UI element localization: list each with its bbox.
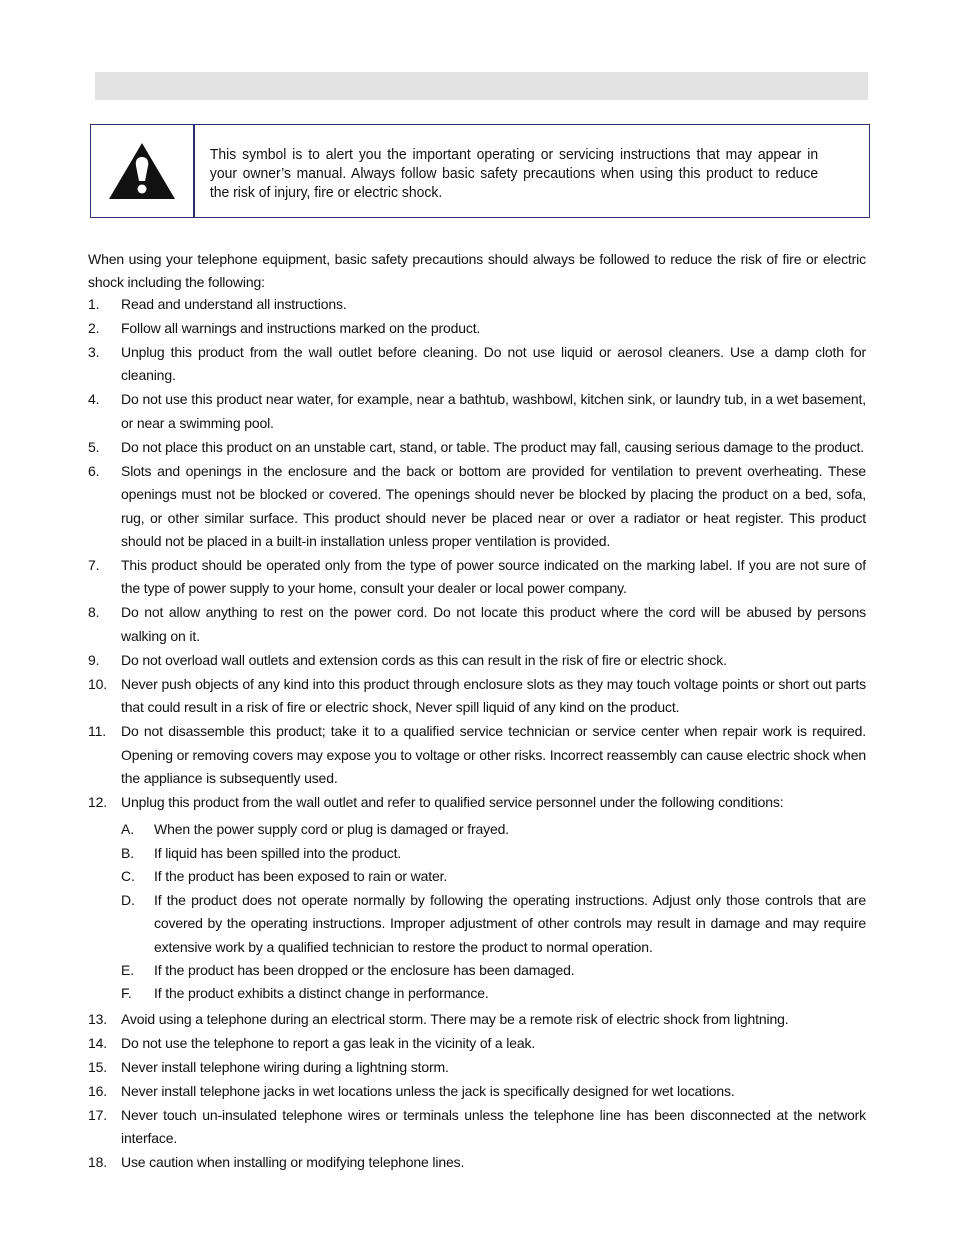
sub-item-letter: F. <box>121 985 132 1002</box>
sub-list-item <box>121 959 866 982</box>
list-item <box>88 317 866 340</box>
item-number: 1. <box>88 296 100 312</box>
item-text: Never install telephone wiring during a lightning storm. <box>121 1058 449 1075</box>
item-number: 13. <box>88 1010 108 1027</box>
item-text: Read and understand all instructions. <box>121 296 347 312</box>
item-number: 15. <box>88 1058 108 1075</box>
sub-item-text: When the power supply cord or plug is damaged or frayed. <box>154 821 510 838</box>
item-text: Unplug this product from the wall outlet before cleaning. Do not use liquid or aerosol cleaners. Use a damp cloth for cleaning. <box>121 344 866 384</box>
list-item <box>88 1151 866 1174</box>
item-number: 10. <box>88 675 108 692</box>
conditions-sublist <box>121 818 866 1005</box>
list-item <box>88 1080 866 1103</box>
item-number: 14. <box>88 1034 108 1051</box>
item-text: Do not allow anything to rest on the power cord. Do not locate this product where the cord will be abused by persons walking on it. <box>121 604 866 644</box>
sub-item-letter: E. <box>121 961 134 978</box>
item-number: 18. <box>88 1154 108 1171</box>
item-number: 2. <box>88 320 100 336</box>
sub-item-letter: C. <box>121 868 135 885</box>
list-item <box>88 1056 866 1079</box>
item-text: Use caution when installing or modifying telephone lines. <box>121 1154 465 1171</box>
warning-notice-box <box>90 124 870 218</box>
list-item <box>88 460 866 554</box>
sub-item-letter: B. <box>121 844 134 861</box>
item-text: Unplug this product from the wall outlet and refer to qualified service personnel under the following conditions: <box>121 794 784 811</box>
item-text: Do not overload wall outlets and extension cords as this can result in the risk of fire or electric shock. <box>121 651 727 668</box>
section-header-bar <box>95 72 868 100</box>
item-text: Follow all warnings and instructions marked on the product. <box>121 320 481 336</box>
sub-list-item <box>121 982 866 1005</box>
list-item <box>88 1104 866 1151</box>
list-item <box>88 1008 866 1031</box>
sub-list-item <box>121 865 866 888</box>
item-number: 6. <box>88 462 100 479</box>
warning-notice-text: This symbol is to alert you the important operating or servicing instructions that may appear in your owner’s manual. Always follow basic safety precautions when using this product to reduce the risk of injury, fire or electric shock. <box>209 146 819 201</box>
item-text: This product should be operated only from the type of power source indicated on the marking label. If you are not sure of the type of power supply to your home, consult your dealer or local power company. <box>121 557 866 597</box>
item-number: 17. <box>88 1106 108 1123</box>
item-number: 12. <box>88 794 108 811</box>
sub-list-item <box>121 818 866 841</box>
sub-item-letter: D. <box>121 891 135 908</box>
item-text: Do not place this product on an unstable cart, stand, or table. The product may fall, causing serious damage to the product. <box>121 438 865 455</box>
sub-item-letter: A. <box>121 821 134 838</box>
sub-item-text: If the product has been dropped or the enclosure has been damaged. <box>154 961 575 978</box>
item-text: Do not disassemble this product; take it to a qualified service technician or service center when repair work is required. Opening or removing covers may expose you to voltage or other risks. Incorrect reassembly can cause electric shock when the appliance is subsequently used. <box>121 723 866 787</box>
item-number: 16. <box>88 1082 108 1099</box>
item-text: Never touch un-insulated telephone wires or terminals unless the telephone line has been disconnected at the network interface. <box>121 1106 866 1147</box>
item-text: Do not use the telephone to report a gas leak in the vicinity of a leak. <box>121 1034 536 1051</box>
list-item <box>88 388 866 435</box>
warning-icon-cell <box>91 125 195 217</box>
list-item <box>88 1032 866 1055</box>
item-text: Do not use this product near water, for example, near a bathtub, washbowl, kitchen sink, or laundry tub, in a wet basement, or near a swimming pool. <box>121 391 866 431</box>
sub-item-text: If the product does not operate normally by following the operating instructions. Adjust only those controls that are covered by the operating instructions. Improper adjustment of other controls may result in damage and may require extensive work by a qualified technician to restore the product to normal operation. <box>154 891 866 955</box>
item-text: Slots and openings in the enclosure and the back or bottom are provided for ventilation to prevent overheating. These openings must not be blocked or covered. The openings should never be blocked by placing the product on a bed, sofa, rug, or other similar surface. This product should never be placed near or over a radiator or heat register. This product should not be placed in a built-in installation unless proper ventilation is provided. <box>121 462 866 550</box>
list-item <box>88 673 866 720</box>
sub-item-text: If the product exhibits a distinct change in performance. <box>154 985 489 1002</box>
item-number: 3. <box>88 344 100 360</box>
item-number: 7. <box>88 557 100 574</box>
list-item <box>88 436 866 459</box>
item-number: 11. <box>88 723 106 740</box>
item-number: 5. <box>88 438 100 455</box>
list-item <box>88 293 866 316</box>
sub-item-text: If the product has been exposed to rain or water. <box>154 868 448 885</box>
sub-list-item <box>121 889 866 959</box>
item-text: Never install telephone jacks in wet locations unless the jack is specifically designed for wet locations. <box>121 1082 735 1099</box>
item-number: 8. <box>88 604 100 621</box>
sub-item-text: If liquid has been spilled into the product. <box>154 844 402 861</box>
safety-instructions-list <box>88 293 866 1175</box>
intro-paragraph: When using your telephone equipment, basic safety precautions should always be followed to reduce the risk of fire or electric shock including the following: <box>88 251 866 290</box>
list-item <box>88 341 866 388</box>
item-text: Avoid using a telephone during an electrical storm. There may be a remote risk of electric shock from lightning. <box>121 1010 789 1027</box>
list-item <box>88 554 866 601</box>
item-number: 4. <box>88 391 100 408</box>
list-item <box>88 601 866 648</box>
item-number: 9. <box>88 651 100 668</box>
list-item <box>88 791 866 1006</box>
list-item <box>88 649 866 672</box>
item-text: Never push objects of any kind into this product through enclosure slots as they may touch voltage points or short out parts that could result in a risk of fire or electric shock, Never spill liquid of any kind on the product. <box>121 675 866 716</box>
list-item <box>88 720 866 790</box>
sub-list-item <box>121 842 866 865</box>
warning-triangle-icon <box>107 141 177 201</box>
